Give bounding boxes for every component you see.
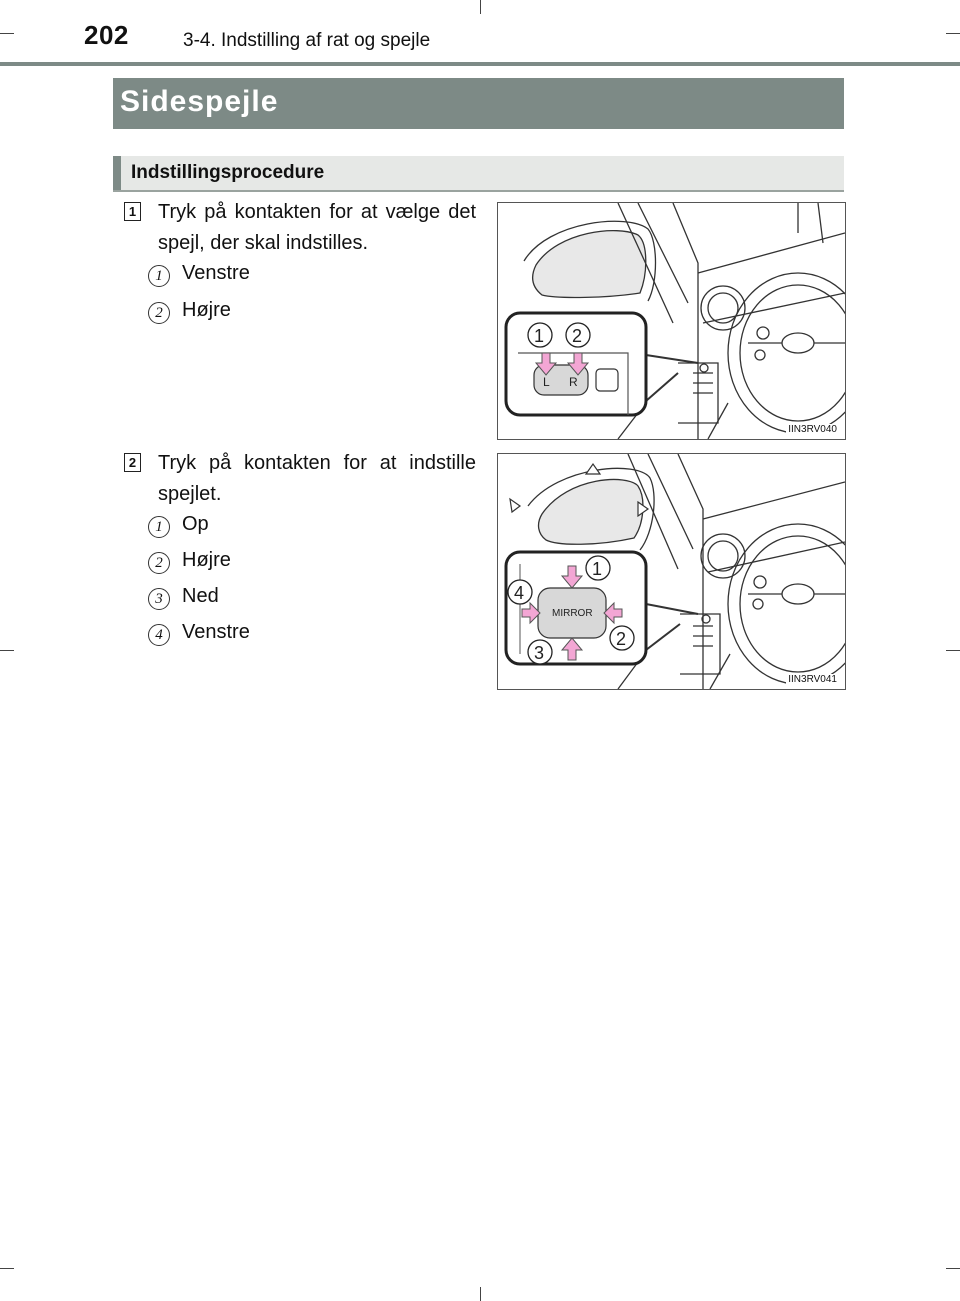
callout-2: 2 [572, 326, 583, 346]
mirror-adjust-illustration [498, 454, 845, 689]
item-number: 1 [148, 265, 170, 287]
callout-4: 4 [514, 583, 525, 603]
item-number: 4 [148, 624, 170, 646]
switch-label-mirror: MIRROR [552, 608, 593, 619]
figure-mirror-select [497, 202, 846, 440]
step-number-1: 1 [124, 202, 141, 221]
mirror-select-illustration [498, 203, 845, 439]
page-number: 202 [84, 20, 129, 50]
crop-mark [946, 1268, 960, 1269]
item-number: 3 [148, 588, 170, 610]
item-label: Ned [182, 585, 219, 607]
crop-mark [946, 650, 960, 651]
item-number: 2 [148, 552, 170, 574]
switch-label-r: R [569, 375, 578, 389]
chapter-title: 3-4. Indstilling af rat og spejle [183, 30, 431, 51]
callout-1: 1 [534, 326, 545, 346]
step-2-text: Tryk på kontakten for at indstille spejlet. [158, 452, 476, 505]
item-label: Venstre [182, 262, 250, 284]
crop-mark [0, 33, 14, 34]
switch-label-l: L [543, 375, 550, 389]
callout-1: 1 [592, 559, 603, 579]
figure-code: IIN3RV041 [788, 674, 837, 685]
header-rule [0, 62, 960, 66]
crop-mark [480, 0, 481, 14]
item-label: Op [182, 513, 209, 535]
item-number: 1 [148, 516, 170, 538]
section-title: Sidespejle [120, 85, 279, 118]
crop-mark [0, 650, 14, 651]
crop-mark [946, 33, 960, 34]
callout-3: 3 [534, 643, 545, 663]
item-label: Højre [182, 299, 231, 321]
figure-mirror-adjust [497, 453, 846, 690]
subsection-marker [113, 156, 121, 190]
item-number: 2 [148, 302, 170, 324]
item-label: Højre [182, 549, 231, 571]
crop-mark [480, 1287, 481, 1301]
step-number-2: 2 [124, 453, 141, 472]
crop-mark [0, 1268, 14, 1269]
item-label: Venstre [182, 621, 250, 643]
step-1-text: Tryk på kontakten for at vælge det spejl, der skal indstilles. [158, 201, 476, 254]
subsection-title: Indstillingsprocedure [131, 162, 325, 183]
figure-code: IIN3RV040 [788, 424, 837, 435]
callout-2: 2 [616, 629, 627, 649]
